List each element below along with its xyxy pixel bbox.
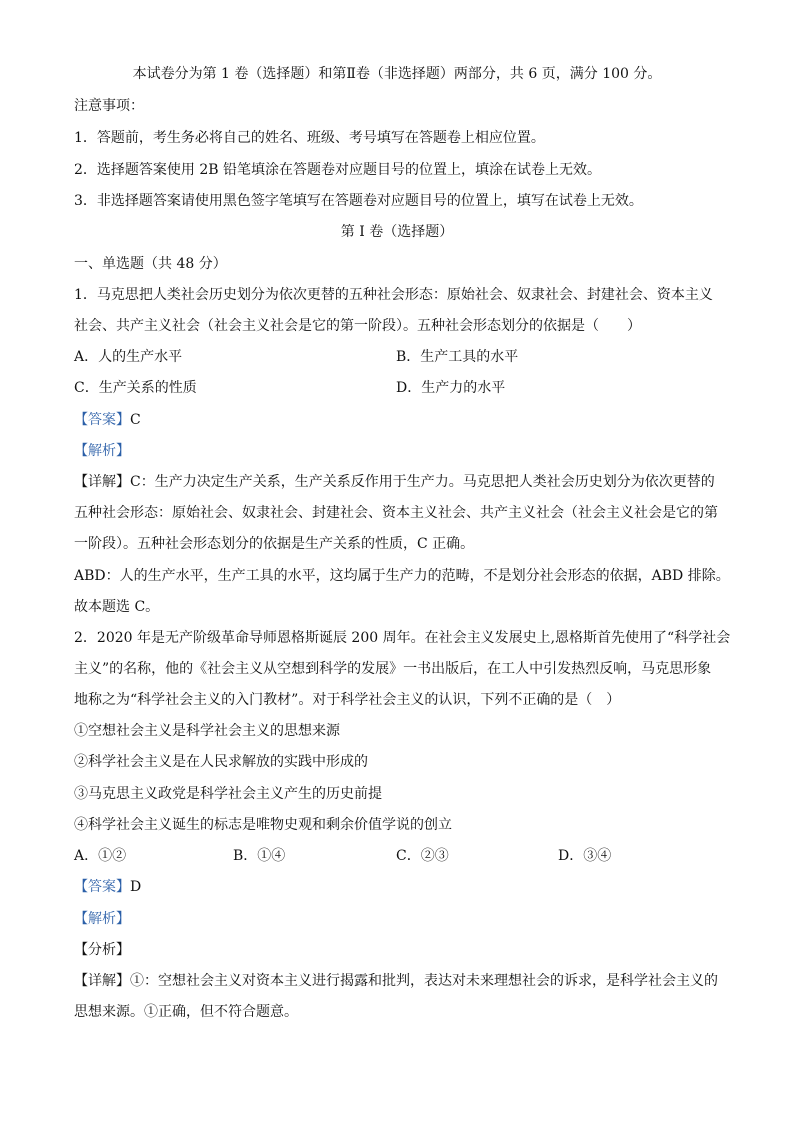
q1-detail-line: 一阶段）。五种社会形态划分的依据是生产关系的性质，C 正确。 xyxy=(74,536,475,552)
q1-option-c: C．生产关系的性质 xyxy=(74,380,197,396)
q2-option-a: A．①② xyxy=(74,848,127,864)
q2-stem-line: 2．2020 年是无产阶级革命导师恩格斯诞辰 200 周年。在社会主义发展史上,恩格斯首先使用了“科学社会 xyxy=(74,630,731,646)
part-heading: 一、单选题（共 48 分） xyxy=(74,256,227,272)
q1-detail-line xyxy=(74,472,715,492)
q2-stem-line: 主义”的名称，他的《社会主义从空想到科学的发展》一书出版后，在工人中引发热烈反响，马克思形象 xyxy=(74,661,712,677)
exam-intro: 本试卷分为第 1 卷（选择题）和第Ⅱ卷（非选择题）两部分，共 6 页，满分 100 分。 xyxy=(132,66,662,82)
q1-answer xyxy=(74,410,141,430)
q1-detail-line: ABD：人的生产水平，生产工具的水平，这均属于生产力的范畴，不是划分社会形态的依据，ABD 排除。 xyxy=(74,568,730,584)
q1-detail-line: 故本题选 C。 xyxy=(74,599,160,615)
q2-statement: ④科学社会主义诞生的标志是唯物史观和剩余价值学说的创立 xyxy=(74,817,452,833)
q1-stem-line: 1．马克思把人类社会历史划分为依次更替的五种社会形态：原始社会、奴隶社会、封建社会、资本主义 xyxy=(74,287,713,303)
q2-statement: ①空想社会主义是科学社会主义的思想来源 xyxy=(74,723,340,739)
note-item: 2．选择题答案使用 2B 铅笔填涂在答题卷对应题目号的位置上，填涂在试卷上无效。 xyxy=(74,162,602,178)
detail-label: 【详解】 xyxy=(74,973,130,989)
q2-detail-line xyxy=(74,971,718,991)
q2-answer xyxy=(74,877,141,897)
q2-option-d: D．③④ xyxy=(558,848,612,864)
q1-option-d: D．生产力的水平 xyxy=(396,380,506,396)
note-item: 3．非选择题答案请使用黑色签字笔填写在答题卷对应题目号的位置上，填写在试卷上无效。 xyxy=(74,193,643,209)
q2-option-b: B．①④ xyxy=(233,848,286,864)
q2-fenxi-label: 【分析】 xyxy=(74,942,130,958)
detail-text: C：生产力决定生产关系，生产关系反作用于生产力。马克思把人类社会历史划分为依次更替的 xyxy=(130,474,715,490)
detail-text: ①：空想社会主义对资本主义进行揭露和批判，表达对未来理想社会的诉求，是科学社会主义的 xyxy=(130,973,718,989)
section-title: 第 I 卷（选择题） xyxy=(340,224,454,240)
q2-stem-line: 地称之为“科学社会主义的入门教材”。对于科学社会主义的认识，下列不正确的是（ ） xyxy=(74,692,621,708)
q1-option-b: B．生产工具的水平 xyxy=(396,349,519,365)
answer-value: C xyxy=(130,412,141,428)
answer-value: D xyxy=(130,879,142,895)
answer-label: 【答案】 xyxy=(74,412,130,428)
q1-analysis-label: 【解析】 xyxy=(74,443,130,459)
q2-statement: ②科学社会主义是在人民求解放的实践中形成的 xyxy=(74,754,368,770)
q1-detail-line: 五种社会形态：原始社会、奴隶社会、封建社会、资本主义社会、共产主义社会（社会主义社会是它的第 xyxy=(74,505,718,521)
answer-label: 【答案】 xyxy=(74,879,130,895)
q1-stem-line: 社会、共产主义社会（社会主义社会是它的第一阶段）。五种社会形态划分的依据是（ ） xyxy=(74,318,641,334)
q2-analysis-label: 【解析】 xyxy=(74,911,130,927)
detail-label: 【详解】 xyxy=(74,474,130,490)
notes-title: 注意事项： xyxy=(74,98,144,114)
q1-option-a: A．人的生产水平 xyxy=(74,349,183,365)
note-item: 1．答题前，考生务必将自己的姓名、班级、考号填写在答题卷上相应位置。 xyxy=(74,130,545,146)
q2-statement: ③马克思主义政党是科学社会主义产生的历史前提 xyxy=(74,786,382,802)
q2-option-c: C．②③ xyxy=(396,848,449,864)
q2-detail-line: 思想来源。①正确，但不符合题意。 xyxy=(74,1004,298,1020)
